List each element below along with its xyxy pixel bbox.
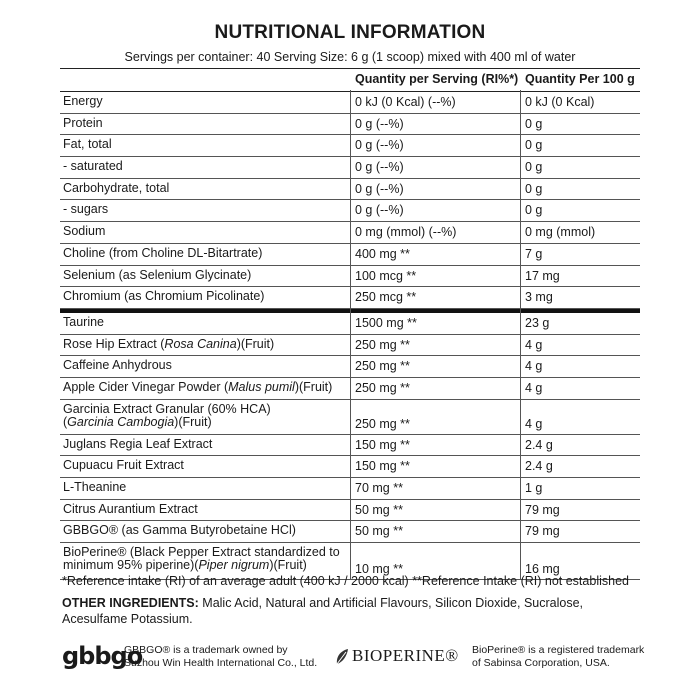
table-header: [60, 68, 640, 92]
nutrient-name: GBBGO® (as Gamma Butyrobetaine HCl): [63, 523, 296, 538]
nutrient-name: [63, 546, 348, 572]
ingredients-label: OTHER INGREDIENTS:: [62, 596, 199, 610]
header-per-serving: Quantity per Serving (RI%*): [355, 72, 519, 86]
nutrient-name-post: )(Fruit): [236, 336, 275, 351]
per-serving-value: 250 mg **: [355, 337, 410, 352]
nutrient-name: L-Theanine: [63, 480, 127, 494]
per-serving-value: 10 mg **: [355, 562, 403, 577]
other-ingredients: [62, 595, 642, 627]
nutrient-name: Selenium (as Selenium Glycinate): [63, 267, 252, 282]
column-divider: [350, 90, 351, 580]
per-serving-value: 250 mg **: [355, 359, 410, 374]
per-100g-value: 0 g: [525, 160, 543, 175]
nutrient-name: Choline (from Choline DL-Bitartrate): [63, 245, 263, 260]
per-serving-value: 50 mg **: [355, 524, 403, 539]
per-serving-value: 250 mcg **: [355, 290, 417, 305]
nutrient-name: - sugars: [63, 202, 109, 217]
nutrient-name-line1: BioPerine® (Black Pepper Extract standardized to: [63, 545, 340, 560]
per-serving-value: 50 mg **: [355, 502, 403, 517]
ingredients-text: Malic Acid, Natural and Artificial Flavours, Silicon Dioxide, Sucralose, Acesulfame Potassium.: [62, 596, 583, 626]
per-100g-value: 4 g: [525, 337, 543, 352]
nutrient-name: Cupuacu Fruit Extract: [63, 458, 184, 473]
nutrient-name: [63, 381, 348, 394]
nutrient-name: Sodium: [63, 224, 106, 239]
nutrient-name: Chromium (as Chromium Picolinate): [63, 289, 265, 304]
per-100g-value: 0 mg (mmol): [525, 225, 596, 240]
per-serving-value: 150 mg **: [355, 437, 410, 452]
nutrient-name: Taurine: [63, 314, 104, 329]
nutrient-latin-name: Malus pumil: [228, 379, 295, 394]
per-100g-value: 2.4 g: [525, 459, 553, 474]
per-100g-value: 79 mg: [525, 524, 560, 539]
pepper-leaf-icon: [334, 648, 350, 666]
per-serving-value: 0 g (--%): [355, 116, 404, 131]
per-100g-value: 3 mg: [525, 290, 553, 305]
per-serving-value: 100 mcg **: [355, 268, 417, 283]
per-serving-value: 1500 mg **: [355, 315, 417, 330]
trademark-logos: [62, 640, 645, 680]
page-title: NUTRITIONAL INFORMATION: [214, 22, 486, 43]
nutrient-name-post: )(Fruit): [294, 379, 333, 394]
per-100g-value: 0 g: [525, 181, 543, 196]
nutrient-name: Citrus Aurantium Extract: [63, 501, 198, 516]
per-serving-value: 400 mg **: [355, 246, 410, 261]
reference-footnote: *Reference intake (RI) of an average adult (400 kJ / 2000 kcal) **Reference Intake (RI) not established: [62, 574, 629, 588]
bioperine-wordmark: BIOPERINE®: [352, 646, 459, 665]
per-100g-value: 0 g: [525, 138, 543, 153]
nutrient-latin-name: Rosa Canina: [164, 336, 237, 351]
per-100g-value: 17 mg: [525, 268, 560, 283]
gbbgo-trademark-note: GBBGO® is a trademark owned by Suzhou Win Health International Co., Ltd.: [124, 644, 318, 669]
nutrient-name: Caffeine Anhydrous: [63, 358, 172, 373]
nutrient-name-line1: Garcinia Extract Granular (60% HCA): [63, 401, 271, 416]
nutrient-latin-name: Piper nigrum: [198, 558, 270, 573]
nutrient-name: Carbohydrate, total: [63, 180, 170, 195]
per-serving-value: 0 g (--%): [355, 160, 404, 175]
nutrient-name-pre: (: [63, 414, 68, 429]
per-100g-value: 2.4 g: [525, 437, 553, 452]
nutrient-name-pre: Rose Hip Extract (: [63, 336, 165, 351]
nutrition-table: [60, 68, 640, 580]
per-100g-value: 4 g: [525, 359, 543, 374]
per-serving-value: 0 kJ (0 Kcal) (--%): [355, 95, 456, 109]
per-serving-value: 0 g (--%): [355, 203, 404, 218]
nutrient-name: [63, 338, 348, 351]
per-serving-value: 150 mg **: [355, 459, 410, 474]
per-serving-value: 0 mg (mmol) (--%): [355, 225, 457, 240]
nutrient-name: [63, 403, 348, 429]
per-100g-value: 79 mg: [525, 502, 560, 517]
per-100g-value: 4 g: [525, 416, 543, 431]
per-100g-value: 0 g: [525, 203, 543, 218]
nutrient-name: Protein: [63, 115, 103, 130]
per-100g-value: 16 mg: [525, 562, 560, 577]
per-100g-value: 1 g: [525, 481, 543, 495]
per-serving-value: 0 g (--%): [355, 138, 404, 153]
per-100g-value: 0 g: [525, 116, 543, 131]
bioperine-logo: [334, 646, 459, 666]
serving-info: Servings per container: 40 Serving Size: 6 g (1 scoop) mixed with 400 ml of water: [124, 50, 576, 64]
nutrient-name: Juglans Regia Leaf Extract: [63, 436, 213, 451]
per-100g-value: 4 g: [525, 380, 543, 395]
nutrient-name-post: )(Fruit): [174, 414, 212, 429]
per-100g-value: 7 g: [525, 246, 543, 261]
per-serving-value: 0 g (--%): [355, 181, 404, 196]
nutrient-name-post: )(Fruit): [269, 558, 307, 573]
per-serving-value: 250 mg **: [355, 416, 410, 431]
nutrient-name: Fat, total: [63, 137, 112, 152]
nutrient-name-pre: minimum 95% piperine)(: [63, 558, 199, 573]
per-100g-value: 0 kJ (0 Kcal): [525, 95, 595, 109]
nutrient-name: - saturated: [63, 159, 123, 174]
nutrient-latin-name: Garcinia Cambogia: [67, 414, 175, 429]
per-serving-value: 70 mg **: [355, 481, 403, 495]
nutrient-name-pre: Apple Cider Vinegar Powder (: [63, 379, 229, 394]
per-100g-value: 23 g: [525, 315, 550, 330]
column-divider: [520, 90, 521, 580]
header-per-100g: Quantity Per 100 g: [525, 72, 635, 86]
per-serving-value: 250 mg **: [355, 380, 410, 395]
bioperine-trademark-note: BioPerine® is a registered trademark of Sabinsa Corporation, USA.: [472, 644, 645, 669]
nutrient-name: Energy: [63, 94, 103, 108]
gbbgo-logo: gbbgo: [62, 642, 143, 670]
